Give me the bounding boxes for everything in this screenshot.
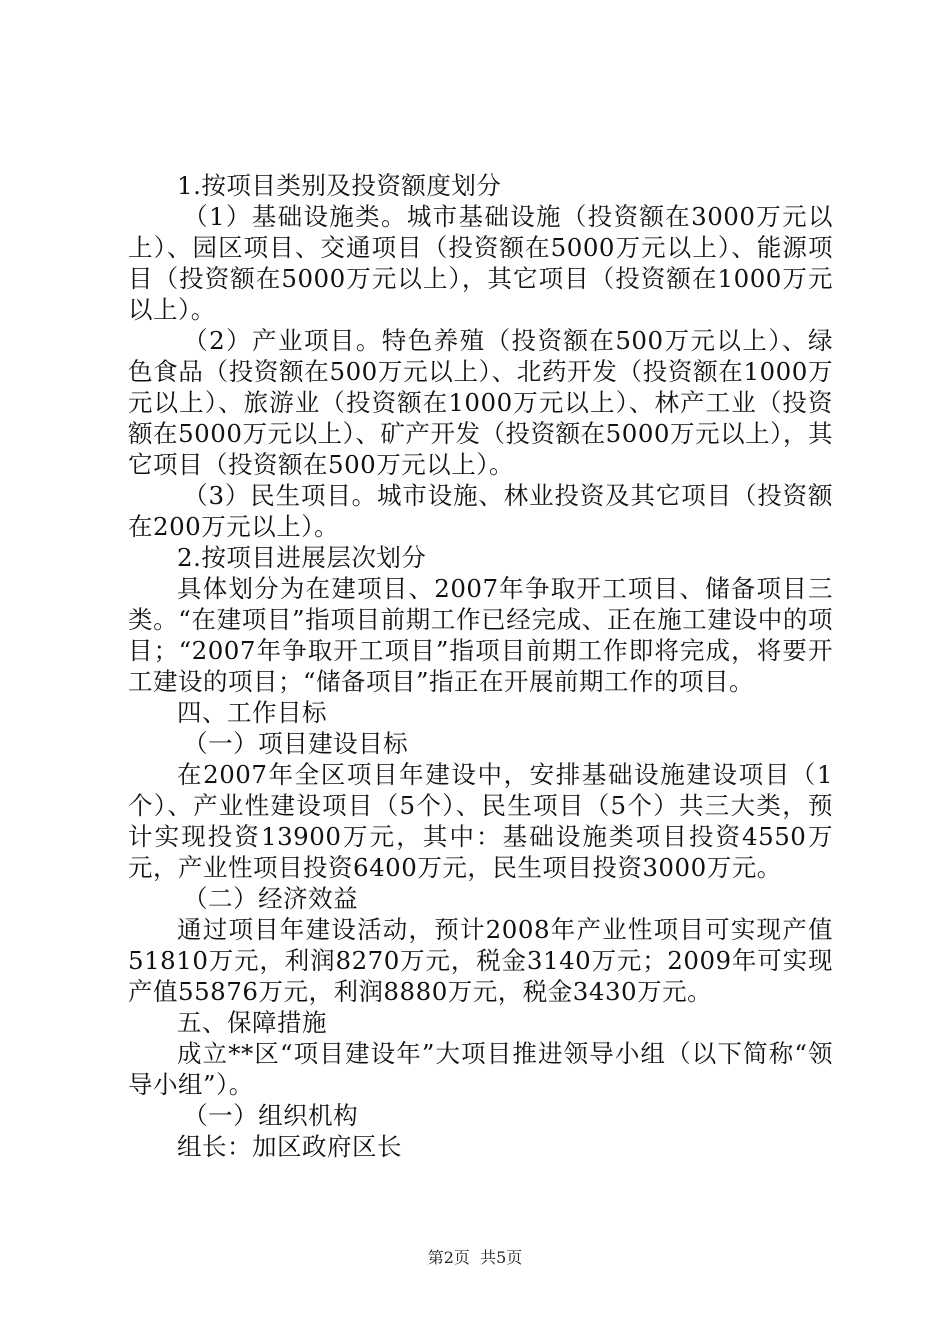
heading-economic-benefits: （二）经济效益 <box>183 884 359 913</box>
paragraph-group-leader: 组长：加区政府区长 <box>177 1132 402 1161</box>
heading-safeguard-measures: 五、保障措施 <box>177 1008 327 1037</box>
paragraph-industry-projects: （2）产业项目。特色养殖（投资额在500万元以上）、绿色食品（投资额在500万元以上）、北药开发（投资额在1000万元以上）、旅游业（投资额在1000万元以上）、林产工业（投资额在5000万元以上）、矿产开发（投资额在5000万元以上），其它项目（投资额在500万元以上）。 <box>128 326 833 479</box>
paragraph-livelihood-projects: （3）民生项目。城市设施、林业投资及其它项目（投资额在200万元以上）。 <box>128 481 833 541</box>
paragraph-economic-benefits: 通过项目年建设活动，预计2008年产业性项目可实现产值51810万元，利润8270万元，税金3140万元；2009年可实现产值55876万元，利润8880万元，税金3430万元。 <box>128 915 833 1006</box>
heading-classification-by-progress: 2.按项目进展层次划分 <box>177 543 427 572</box>
paragraph-leading-group: 成立**区“项目建设年”大项目推进领导小组（以下简称“领导小组”）。 <box>128 1039 833 1099</box>
paragraph-infrastructure: （1）基础设施类。城市基础设施（投资额在3000万元以上）、园区项目、交通项目（投资额在5000万元以上）、能源项目（投资额在5000万元以上），其它项目（投资额在1000万元以上）。 <box>128 202 833 324</box>
heading-classification-by-category: 1.按项目类别及投资额度划分 <box>177 171 502 200</box>
heading-work-goals: 四、工作目标 <box>177 698 327 727</box>
paragraph-construction-goals: 在2007年全区项目年建设中，安排基础设施建设项目（1个）、产业性建设项目（5个）、民生项目（5个）共三大类，预计实现投资13900万元，其中：基础设施类项目投资4550万元，产业性项目投资6400万元，民生项目投资3000万元。 <box>128 760 833 882</box>
heading-organization: （一）组织机构 <box>183 1101 359 1130</box>
paragraph-progress-levels: 具体划分为在建项目、2007年争取开工项目、储备项目三类。“在建项目”指项目前期工作已经完成、正在施工建设中的项目；“2007年争取开工项目”指项目前期工作即将完成，将要开工建设的项目；“储备项目”指正在开展前期工作的项目。 <box>128 574 833 696</box>
page-number-footer: 第2页 共5页 <box>427 1248 523 1267</box>
document-body <box>128 170 833 1162</box>
heading-construction-goals: （一）项目建设目标 <box>183 729 409 758</box>
